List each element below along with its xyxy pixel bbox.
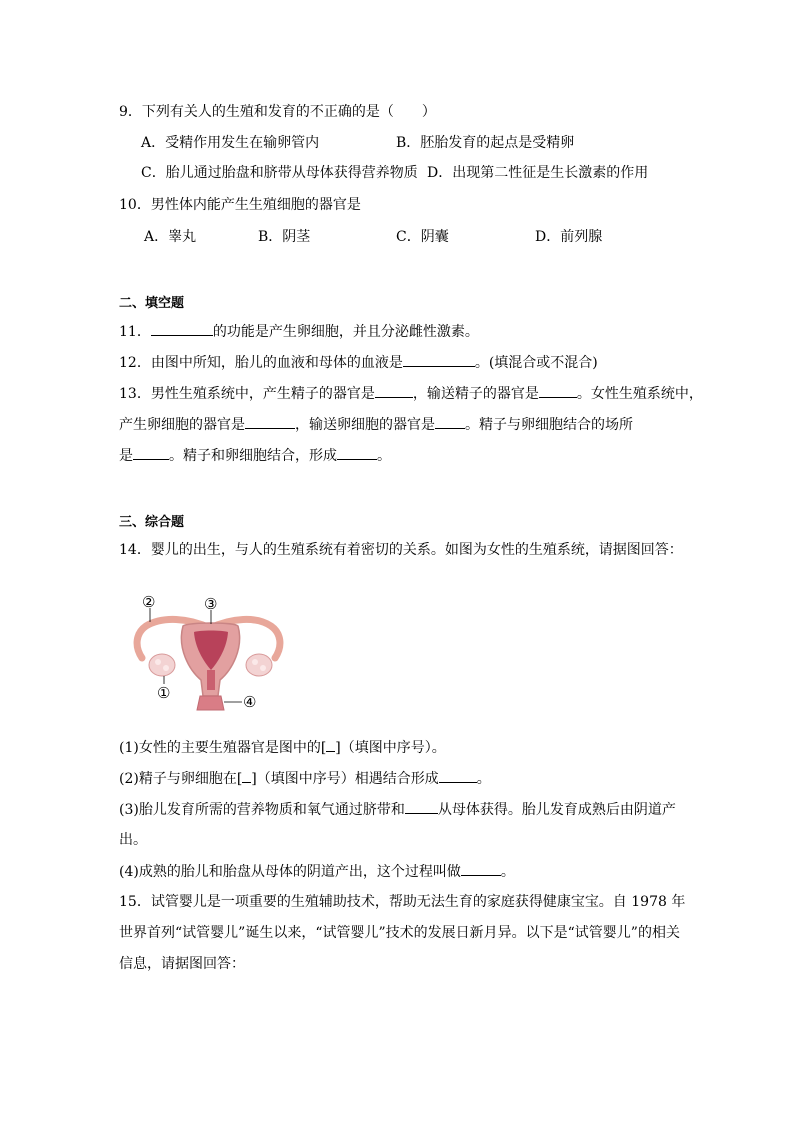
q14-text: 从母体获得。胎儿发育成熟后由阴道产 (437, 802, 676, 818)
q14-1-blank[interactable] (326, 737, 335, 752)
q14-2-blank-number[interactable] (242, 768, 251, 783)
q11 (119, 321, 479, 342)
q13-line-3 (119, 445, 391, 466)
q14-part-2 (119, 768, 491, 789)
q14-text: 。 (476, 771, 491, 787)
q11-text: 的功能是产生卵细胞，并且分泌雌性激素。 (212, 324, 479, 340)
q13-text: 是 (119, 448, 133, 464)
right-ovary (246, 654, 272, 676)
q14-text: (3)胎儿发育所需的营养物质和氧气通过脐带和 (119, 802, 405, 818)
label-2: ② (142, 593, 156, 611)
q13-text: 。 (377, 448, 391, 464)
vagina (197, 696, 224, 710)
q11-number: 11． (119, 324, 151, 340)
q9-stem: 9．下列有关人的生殖和发育的不正确的是（ ） (119, 104, 436, 120)
q12-text-after: 。(填混合或不混合) (474, 355, 598, 371)
q12-blank[interactable] (403, 352, 475, 367)
q14-stem: 14．婴儿的出生，与人的生殖系统有着密切的关系。如图为女性的生殖系统，请据图回答： (119, 542, 683, 558)
q14-text: ]（填图中序号）。 (335, 740, 446, 756)
q9-option-c[interactable]: C．胎儿通过胎盘和脐带从母体获得营养物质 (141, 165, 418, 181)
q14-text: (2)精子与卵细胞在[ (119, 771, 243, 787)
q10-option-c[interactable]: C．阴囊 (396, 229, 449, 245)
q13-blank-testis[interactable] (375, 383, 413, 398)
female-reproductive-system-figure (128, 588, 288, 713)
q14-part-4 (119, 861, 515, 882)
q14-part-3 (119, 799, 676, 820)
label-1: ① (157, 684, 171, 702)
q13-blank-zygote[interactable] (337, 445, 377, 460)
q14-text: (4)成熟的胎儿和胎盘从母体的阴道产出，这个过程叫做 (119, 864, 461, 880)
q15-line-1: 15．试管婴儿是一项重要的生殖辅助技术，帮助无法生育的家庭获得健康宝宝。自 1978 年 (119, 894, 686, 910)
q15-line-3: 信息，请据图回答： (119, 956, 245, 972)
section3-title: 三、综合题 (119, 515, 185, 530)
q13-text: ，输送精子的器官是 (412, 386, 539, 402)
label-3: ③ (204, 595, 218, 613)
q13-blank-oviduct[interactable] (435, 414, 465, 429)
left-ovary (149, 654, 175, 676)
q14-2-blank-name[interactable] (439, 768, 477, 783)
q14-text: (1)女性的主要生殖器官是图中的[ (119, 740, 327, 756)
q14-4-blank[interactable] (461, 861, 501, 876)
q13-blank-site[interactable] (133, 445, 169, 460)
q13-line-2 (119, 414, 633, 435)
q13-text: 产生卵细胞的器官是 (119, 417, 245, 433)
q13-text: 。精子和卵细胞结合，形成 (169, 448, 337, 464)
section2-title: 二、填空题 (119, 296, 185, 311)
q13-line-1 (119, 383, 703, 404)
q13-blank-sperm-duct[interactable] (539, 383, 577, 398)
q12 (119, 352, 598, 373)
q9-option-b[interactable]: B．胚胎发育的起点是受精卵 (396, 135, 575, 151)
q14-3-blank[interactable] (405, 799, 438, 814)
q12-text-before: 12．由图中所知，胎儿的血液和母体的血液是 (119, 355, 403, 371)
q14-part-3-cont: 出。 (119, 832, 147, 848)
q13-text: ，输送卵细胞的器官是 (295, 417, 435, 433)
q14-text: 。 (500, 864, 515, 880)
q14-part-1 (119, 737, 446, 758)
cervix (207, 670, 215, 690)
q13-text: 。精子与卵细胞结合的场所 (465, 417, 633, 433)
q10-option-b[interactable]: B．阴茎 (258, 229, 311, 245)
q10-stem: 10．男性体内能产生生殖细胞的器官是 (119, 197, 361, 213)
q15-line-2: 世界首列“试管婴儿”诞生以来，“试管婴儿”技术的发展日新月异。以下是“试管婴儿”的相关 (119, 925, 680, 941)
q14-text: ]（填图中序号）相遇结合形成 (251, 771, 439, 787)
q10-option-a[interactable]: A．睾丸 (144, 229, 197, 245)
q10-option-d[interactable]: D．前列腺 (535, 229, 603, 245)
q9-option-d[interactable]: D．出现第二性征是生长激素的作用 (427, 165, 649, 181)
q9-option-a[interactable]: A．受精作用发生在输卵管内 (141, 135, 320, 151)
q11-blank[interactable] (151, 321, 213, 336)
q13-blank-ovary[interactable] (245, 414, 295, 429)
label-4: ④ (243, 693, 257, 711)
q13-text: 13．男性生殖系统中，产生精子的器官是 (119, 386, 375, 402)
q13-text: 。女性生殖系统中， (576, 386, 703, 402)
